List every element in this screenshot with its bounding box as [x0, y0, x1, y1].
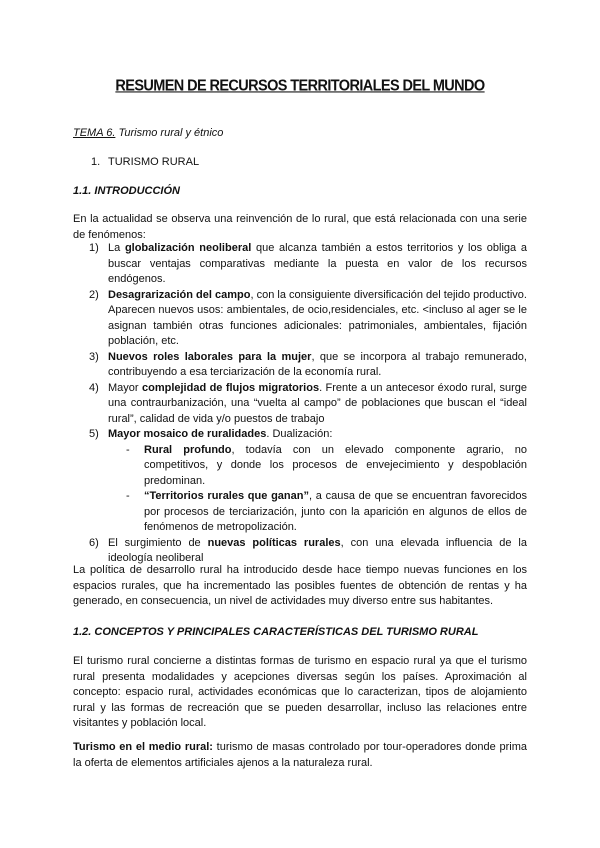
- item-text: , con la consiguiente diversificación del tejido productivo. Aparecen nuevos usos: ambientales, de ocio,residenciales, etc. <incluso al ager se le asignan también otras funciones adicionales: patrimoniales, ambientales, fijación población, etc.: [108, 288, 527, 347]
- sub-item-dash: -: [126, 490, 130, 502]
- sub-item-bold-term: “Territorios rurales que ganan”: [144, 490, 309, 502]
- item-bold-term: nuevas políticas rurales: [207, 536, 341, 549]
- section-number: 1.: [91, 156, 101, 168]
- tema-label: TEMA 6.: [73, 127, 116, 139]
- item-bold-term: Nuevos roles laborales para la mujer: [108, 350, 312, 363]
- item-bold-term: Desagrarización del campo: [108, 288, 251, 301]
- tema-heading: [73, 127, 223, 139]
- tema-subject: Turismo rural y étnico: [115, 127, 224, 139]
- intro-paragraph: En la actualidad se observa una reinvención de lo rural, que está relacionada con una serie de fenómenos:: [73, 213, 527, 241]
- item-text: , con una elevada influencia de la ideología neoliberal: [108, 536, 527, 564]
- definition-text: turismo de masas controlado por tour-operadores donde prima la oferta de elementos artificiales ajenos a la naturaleza rural.: [73, 741, 527, 769]
- item-text: . Dualización:: [266, 428, 333, 440]
- item-text: Mayor: [108, 381, 142, 394]
- item-text: La: [108, 242, 125, 254]
- document-title: RESUMEN DE RECURSOS TERRITORIALES DEL MUNDO: [115, 77, 485, 95]
- item-text: . Frente a un antecesor éxodo rural, surge una contraurbanización, una “vuelta al campo” de poblaciones que buscan el “ideal rural”, calidad de vida y/o puestos de trabajo: [108, 381, 528, 425]
- item-bold-term: Mayor mosaico de ruralidades: [108, 428, 267, 440]
- sub-item-text: , todavía con un elevado componente agrario, no competitivos, y donde los procesos de envejecimiento y despoblación predominan.: [144, 443, 527, 487]
- item-number: 6): [89, 536, 99, 549]
- policy-paragraph: La política de desarrollo rural ha introducido desde hace tiempo nuevas funciones en los espacios rurales, que ha incrementado las posibles fuentes de obtención de rentas y ha generado, en consecuencia, un nivel de actividades muy diverso entre sus habitantes.: [73, 564, 527, 607]
- sub-list: [108, 443, 527, 536]
- concept-paragraph: El turismo rural concierne a distintas formas de turismo en espacio rural ya que el turismo rural presenta modalidades y acepciones diversas según los países. Aproximación al concepto: espacio rural, actividades económicas que lo caracterizan, tipos de alojamiento rural y las formas de recreación que se pueden desarrollar, incluso las relaciones entre visitantes y población local.: [73, 655, 527, 729]
- item-text: El surgimiento de: [108, 536, 208, 549]
- item-number: 5): [89, 428, 99, 440]
- list-item: [73, 536, 527, 567]
- list-item: [73, 381, 527, 428]
- phenomena-list: [73, 241, 527, 567]
- item-bold-term: complejidad de flujos migratorios: [141, 381, 320, 394]
- definition-paragraph: [73, 740, 527, 771]
- sub-item-text: , a causa de que se encuentran favorecidos por procesos de terciarización, junto con la aparición en algunos de ellos de fenómenos de metropolización.: [144, 490, 527, 533]
- sub-list-item: [108, 489, 527, 536]
- item-number: 1): [89, 242, 99, 254]
- item-text: , que se incorpora al trabajo remunerado, contribuyendo a esa terciarización de la economía rural.: [108, 350, 527, 378]
- subsection-title-introduccion: 1.1. INTRODUCCIÓN: [73, 185, 180, 197]
- definition-term: Turismo en el medio rural:: [73, 741, 213, 753]
- subsection-title-conceptos: 1.2. CONCEPTOS Y PRINCIPALES CARACTERÍSTICAS DEL TURISMO RURAL: [73, 626, 479, 638]
- item-bold-term: globalización neoliberal: [124, 242, 252, 254]
- item-number: 3): [89, 350, 99, 363]
- item-number: 4): [89, 381, 99, 394]
- list-item: [73, 350, 527, 381]
- section-heading: [91, 156, 199, 168]
- list-item: [73, 288, 527, 350]
- section-title: TURISMO RURAL: [108, 156, 200, 168]
- item-text: que alcanza también a estos territorios y los obliga a buscar ventajas comparativas mediante la puesta en valor de los recursos endógenos.: [108, 242, 527, 285]
- list-item: [73, 241, 527, 288]
- sub-item-bold-term: Rural profundo: [144, 443, 232, 456]
- item-number: 2): [89, 288, 99, 301]
- sub-list-item: [108, 443, 527, 490]
- list-item: [73, 427, 527, 536]
- sub-item-dash: -: [126, 443, 130, 456]
